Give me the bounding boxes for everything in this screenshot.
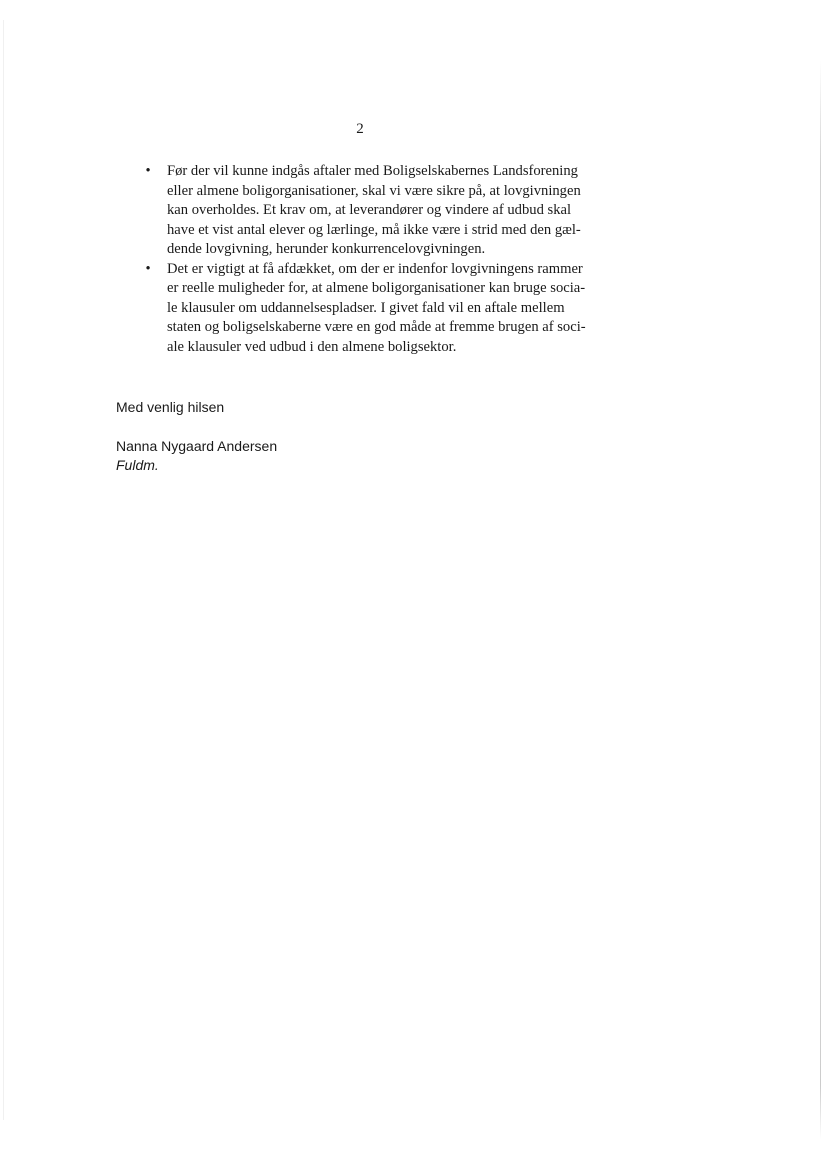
closing-greeting: Med venlig hilsen [116,399,225,415]
scan-left-edge [3,20,4,1120]
bullet-line: kan overholdes. Et krav om, at leverandører og vindere af udbud skal [167,202,572,218]
signer-title: Fuldm. [116,457,159,473]
page-number: 2 [356,121,364,137]
bullet-icon: • [145,163,151,179]
scan-right-edge [820,60,821,1140]
bullet-line: Det er vigtigt at få afdækket, om der er indenfor lovgivningens rammer [167,260,583,277]
bullet-line: dende lovgivning, herunder konkurrencelovgivningen. [167,241,486,257]
bullet-list [140,162,618,357]
bullet-line: er reelle muligheder for, at almene boligorganisationer kan bruge socia- [167,280,586,296]
bullet-line: eller almene boligorganisationer, skal vi være sikre på, at lovgivningen [167,182,581,199]
bullet-line: ale klausuler ved udbud i den almene boligsektor. [167,338,457,355]
bullet-line: le klausuler om uddannelsespladser. I givet fald vil en aftale mellem [167,299,565,316]
bullet-line: staten og boligselskaberne være en god måde at fremme brugen af soci- [167,319,586,335]
bullet-icon: • [145,260,151,277]
signer-name: Nanna Nygaard Andersen [116,438,278,454]
bullet-item-1 [140,162,618,260]
bullet-line: have et vist antal elever og lærlinge, må ikke være i strid med den gæl- [167,221,581,238]
bullet-item-2 [140,260,618,358]
bullet-line: Før der vil kunne indgås aftaler med Boligselskabernes Landsforening [167,163,578,179]
